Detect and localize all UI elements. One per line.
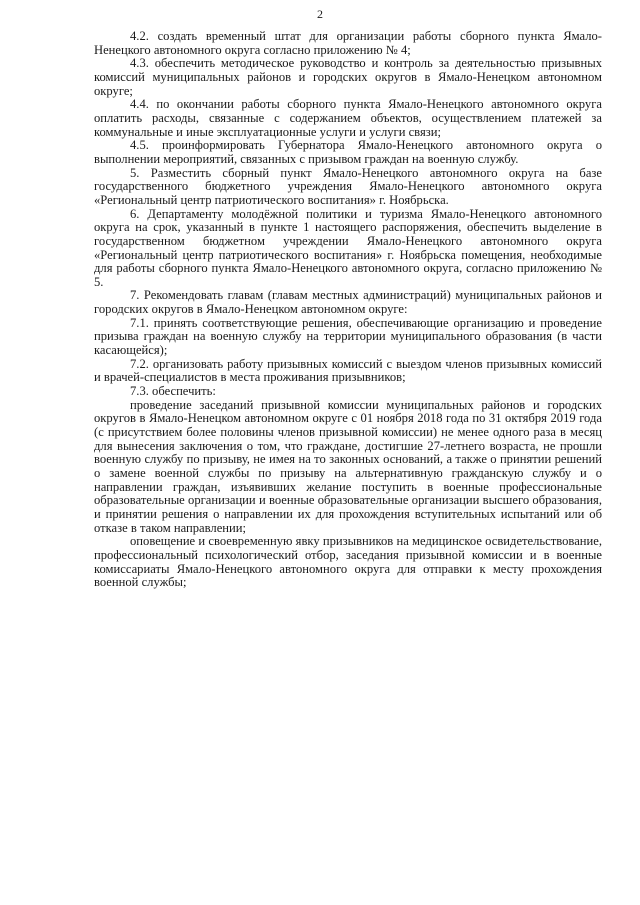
paragraph-6: 6. Департаменту молодёжной политики и туризма Ямало-Ненецкого автономного округа на срок, указанный в пункте 1 настоящего распоряжения, обеспечить выделение в государственном бюджетном учреждении Ямало-Ненецкого автономного округа «Региональный центр патриотического воспитания» г. Ноябрьска помещения, необходимые для работы сборного пункта Ямало-Ненецкого автономного округа, согласно приложению № 5. [94,206,602,289]
paragraph-7-3-notification: оповещение и своевременную явку призывников на медицинское освидетельствование, профессиональный психологический отбор, заседания призывной комиссии и в военные комиссариаты Ямало-Ненецкого автономного округа для отправки к месту прохождения военной службы; [94,534,602,590]
paragraph-7-1: 7.1. принять соответствующие решения, обеспечивающие организацию и проведение призыва граждан на военную службу на территории муниципального образования (в части касающейся); [94,315,602,358]
paragraph-4-3: 4.3. обеспечить методическое руководство и контроль за деятельностью призывных комиссий муниципальных районов и городских округов в Ямало-Ненецком автономном округе; [94,56,602,98]
paragraph-4-5: 4.5. проинформировать Губернатора Ямало-Ненецкого автономного округа о выполнении мероприятий, связанных с призывом граждан на военную службу. [94,138,602,166]
paragraph-7-2: 7.2. организовать работу призывных комиссий с выездом членов призывных комиссий и врачей-специалистов в места проживания призывников; [94,356,602,385]
page-number: 2 [317,7,323,21]
paragraph-7-3-sessions: проведение заседаний призывной комиссии муниципальных районов и городских округов в Ямало-Ненецком автономном округе с 01 ноября 2018 года по 31 октября 2019 года (с присутствием более половины членов призывной комиссии) не менее одного раза в месяц для вынесения заключения о том, что граждане, достигшие 27-летнего возраста, не прошли военную службу по призыву, не имея на то законных оснований, а также о принятии решений о замене военной службы по призыву на альтернативную гражданскую службу и о направлении граждан, изъявивших желание поступить в военные профессиональные образовательные организации и военные образовательные организации высшего образования, и принятии решения о направлении их для прохождения вступительных испытаний или об отказе в таком направлении; [94,397,602,535]
paragraph-7: 7. Рекомендовать главам (главам местных администраций) муниципальных районов и городских округов в Ямало-Ненецком автономном округе: [94,288,602,317]
paragraph-4-4: 4.4. по окончании работы сборного пункта Ямало-Ненецкого автономного округа оплатить расходы, связанные с содержанием объектов, осуществлением платежей за коммунальные и иные эксплуатационные услуги и услуги связи; [94,97,602,139]
paragraph-7-3: 7.3. обеспечить: [130,384,216,399]
paragraph-5: 5. Разместить сборный пункт Ямало-Ненецкого автономного округа на базе государственного бюджетного учреждения Ямало-Ненецкого автономного округа «Региональный центр патриотического воспитания» г. Ноябрьска. [94,165,602,207]
document-body [94,30,602,590]
paragraph-4-2: 4.2. создать временный штат для организации работы сборного пункта Ямало-Ненецкого автономного округа согласно приложению № 4; [94,29,602,57]
